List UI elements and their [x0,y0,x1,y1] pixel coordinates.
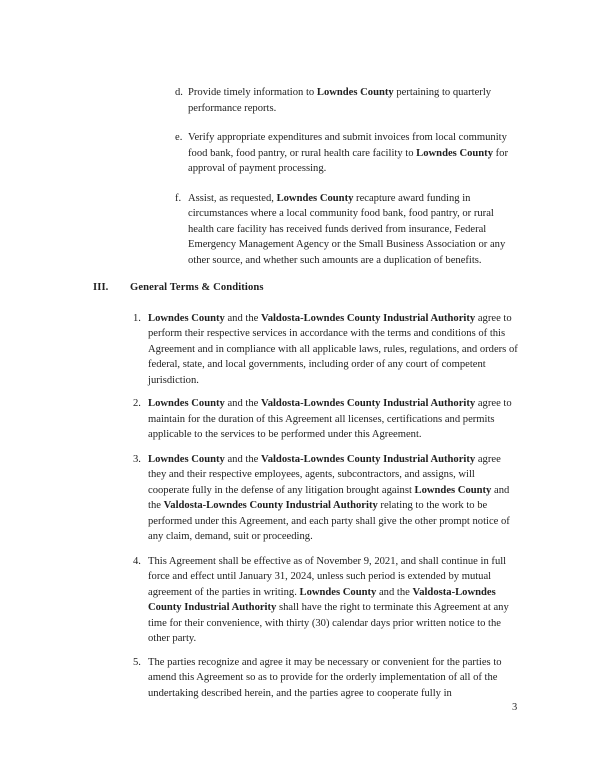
term-text: The parties recognize and agree it may be necessary or convenient for the parties to amend this Agreement so as to provide for the orderly implementation of all of the undertaking described herein, and the parties agree to cooperate fully in [148,656,502,699]
term-text: This Agreement shall be effective as of November 9, 2021, and shall continue in full force and effect until January 31, 2024, unless such period is extended by mutual agreement of the parties in writing. Lowndes County and the Valdosta-Lowndes County Industrial Authority shall have the right to terminate this Agreement at any time for their convenience, with thirty (30) calendar days prior written notice to the other party. [148,555,509,644]
term-item-5 [133,655,518,702]
list-marker: e. [175,132,183,143]
list-item-text: Verify appropriate expenditures and submit invoices from local community food bank, food pantry, or rural health care facility to Lowndes County for approval of payment processing. [188,132,509,174]
term-item-2 [133,396,518,443]
list-item-f [175,191,515,269]
term-number: 2. [133,398,141,409]
term-item-1 [133,311,518,389]
section-title: General Terms & Conditions [130,282,264,293]
term-item-4 [133,554,518,647]
page-number: 3 [512,702,518,713]
term-number: 4. [133,555,141,567]
list-item-e [175,130,515,177]
term-text: Lowndes County and the Valdosta-Lowndes County Industrial Authority agree they and their respective employees, agents, subcontractors, and assigns, will cooperate fully in the defense of any litigation brought against Lowndes County and the Valdosta-Lowndes County Industrial Authority relating to the work to be performed under this Agreement, and each party shall give the other prompt notice of any claim, demand, suit or proceeding. [148,453,510,542]
list-marker: d. [175,87,183,98]
list-item-d [175,85,515,116]
page-body [0,85,600,710]
list-marker: f. [175,192,182,204]
section-numeral: III. [93,282,109,293]
list-item-text: Provide timely information to Lowndes County pertaining to quarterly performance reports. [188,87,492,114]
term-text: Lowndes County and the Valdosta-Lowndes County Industrial Authority agree to perform their respective services in accordance with the terms and conditions of this Agreement and in compliance with all applicable laws, rules, regulations, and orders of federal, state, and local governments, including order of any court of competent jurisdiction. [148,312,518,386]
term-number: 5. [133,656,141,668]
list-item-text: Assist, as requested, Lowndes County recapture award funding in circumstances where a local community food bank, food pantry, or rural health care facility has received funds derived from insurance, Federal Emergency Management Agency or the Small Business Association or any other source, and whether such amounts are a duplication of benefits. [188,192,506,266]
term-number: 1. [133,312,141,324]
term-number: 3. [133,453,141,465]
section-heading [93,280,523,296]
term-text: Lowndes County and the Valdosta-Lowndes County Industrial Authority agree to maintain for the duration of this Agreement all licenses, certifications and permits applicable to the services to be performed under this Agreement. [148,398,512,440]
term-item-3 [133,452,518,545]
